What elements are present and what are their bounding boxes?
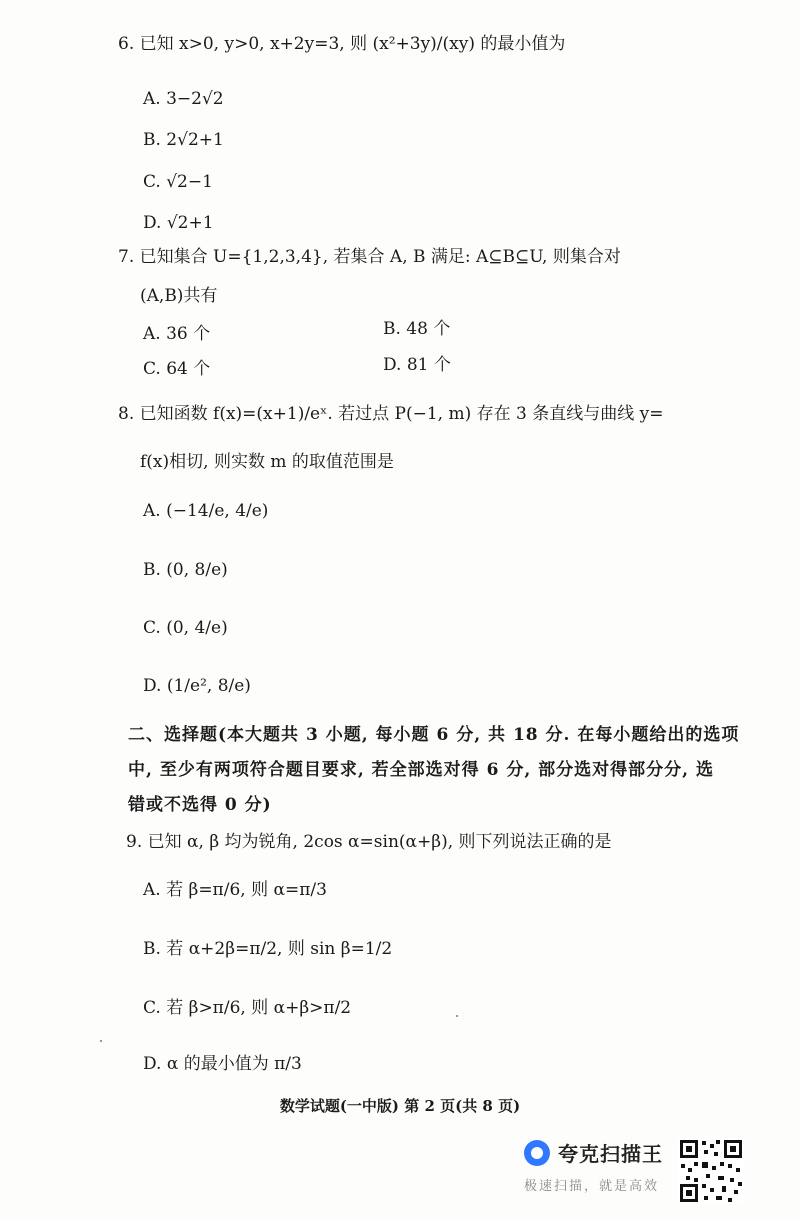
q7-stem-line1: 7. 已知集合 U={1,2,3,4}, 若集合 A, B 满足: A⊆B⊆U, 则集合对 <box>118 247 621 267</box>
q6-stem: 6. 已知 x>0, y>0, x+2y=3, 则 (x²+3y)/(xy) 的最小值为 <box>118 34 566 54</box>
q9-option-d: D. α 的最小值为 π/3 <box>143 1054 302 1074</box>
section2-line2: 中, 至少有两项符合题目要求, 若全部选对得 6 分, 部分选对得部分分, 选 <box>128 760 715 780</box>
page-footer: 数学试题(一中版) 第 2 页(共 8 页) <box>279 1097 521 1115</box>
q7-option-d: D. 81 个 <box>383 355 451 375</box>
q8-stem-line2: f(x)相切, 则实数 m 的取值范围是 <box>140 452 394 472</box>
watermark-name: 夸克扫描王 <box>558 1142 663 1166</box>
q6-option-a: A. 3−2√2 <box>143 89 224 109</box>
qr-code-icon <box>678 1138 744 1204</box>
scanner-watermark <box>524 1138 674 1206</box>
q9-stem: 9. 已知 α, β 均为锐角, 2cos α=sin(α+β), 则下列说法正确的是 <box>126 832 612 852</box>
scan-speck <box>100 1040 102 1042</box>
q7-option-b: B. 48 个 <box>383 319 451 339</box>
q6-option-b: B. 2√2+1 <box>143 130 224 150</box>
q7-option-a: A. 36 个 <box>143 324 211 344</box>
quark-logo-icon <box>524 1140 550 1166</box>
q8-stem-line1: 8. 已知函数 f(x)=(x+1)/eˣ. 若过点 P(−1, m) 存在 3 条直线与曲线 y= <box>118 404 664 424</box>
q6-option-c: C. √2−1 <box>143 172 213 192</box>
q7-option-c: C. 64 个 <box>143 359 211 379</box>
section2-line1: 二、选择题(本大题共 3 小题, 每小题 6 分, 共 18 分. 在每小题给出的选项 <box>128 725 740 745</box>
q6-option-d: D. √2+1 <box>143 213 214 233</box>
q7-stem-line2: (A,B)共有 <box>140 286 218 306</box>
q9-option-a: A. 若 β=π/6, 则 α=π/3 <box>143 880 327 900</box>
q8-option-a: A. (−14/e, 4/e) <box>143 501 269 521</box>
q8-option-d: D. (1/e², 8/e) <box>143 676 251 696</box>
q9-option-c: C. 若 β>π/6, 则 α+β>π/2 <box>143 998 352 1018</box>
q8-option-b: B. (0, 8/e) <box>143 560 228 580</box>
q8-option-c: C. (0, 4/e) <box>143 618 228 638</box>
q9-option-b: B. 若 α+2β=π/2, 则 sin β=1/2 <box>143 939 393 959</box>
section2-line3: 错或不选得 0 分) <box>128 795 272 815</box>
watermark-slogan: 极速扫描，就是高效 <box>524 1179 660 1194</box>
scan-speck <box>456 1015 458 1017</box>
